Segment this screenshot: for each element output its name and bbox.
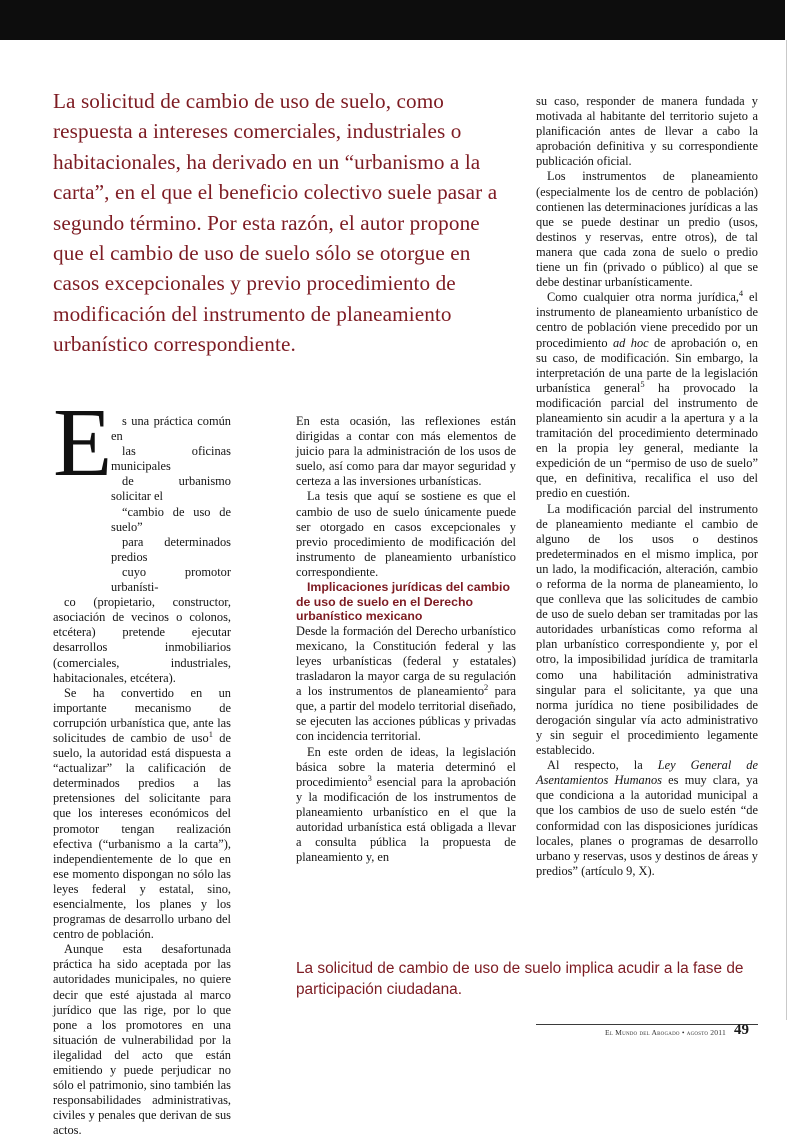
paragraph: Se ha convertido en un importante mecanismo de corrupción urbanística que, ante las solicitudes de cambio de uso$^1$ de suelo, la autoridad está dispuesta a “actualizar” la calificación de determinados predios a las pretensiones del solicitante para que los intereses económicos del promotor tengan realización efectiva (“urbanismo a la carta”), independientemente de lo que en ese momento dispongan no sólo las leyes federal y estatal, sino, esencialmente, los planes y los programas de desarrollo urbano del centro de población.: [53, 685, 232, 942]
article-deck: La solicitud de cambio de uso de suelo, como respuesta a intereses comerciales, industriales o habitacionales, ha derivado en un “urbanismo a la carta”, en el que el beneficio colectivo suele pasar a segundo término. Por esta razón, el autor propone que el cambio de uso de suelo sólo se otorgue en casos excepcionales y previo procedimiento de modificación del instrumento de planeamiento urbanístico correspondiente.: [53, 89, 498, 357]
paragraph: En esta ocasión, las reflexiones están dirigidas a contar con más elementos de juicio para la administración de los usos de suelo, así como para dar mayor seguridad y certeza a las inversiones urbanísticas.: [296, 414, 516, 489]
opening-line: “cambio de uso de suelo”: [111, 504, 231, 534]
opening-tail: co (propietario, constructor, asociación de vecinos o colonos, etcétera) pretende ejecutar desarrollos inmobiliarios (comerciales, industriales, habitacionales, etcétera).: [53, 595, 231, 685]
opening-line: para determinados predios: [111, 534, 231, 564]
paragraph: Aunque esta desafortunada práctica ha sido aceptada por las autoridades municipales, no quiere decir que esté ajustada al marco jurídico que las rige, por lo que pone a los promotores en una situación de vulnerabilidad por la ilegalidad del acto que están emitiendo y puede perjudicar no sólo el patrimonio, sino también las responsabilidades administrativas, civiles y penales que derivan de sus actos.: [53, 942, 231, 1138]
dropcap-block: [53, 389, 231, 686]
drop-cap-letter: E: [53, 389, 113, 496]
footer-publication-line: El Mundo del Abogado • agosto 2011: [604, 1028, 726, 1037]
section-subheading: Implicaciones jurídicas del cambio de uso de suelo en el Derecho urbanístico mexicano: [296, 580, 510, 624]
paragraph: En este orden de ideas, la legislación básica sobre la materia determinó el procedimiento$^3$ esencial para la aprobación y la modificación de los instrumentos de planeamiento urbanístico en el que la autoridad urbanística está obligada a llevar a consulta pública la propuesta de planeamiento y, en: [296, 744, 516, 865]
paragraph: su caso, responder de manera fundada y motivada al habitante del territorio sujeto a planificación antes de llevar a cabo la aprobación definitiva y su correspondiente publicación oficial.: [536, 94, 758, 169]
body-column-2: [296, 414, 516, 865]
paragraph: Desde la formación del Derecho urbanístico mexicano, la Constitución federal y las leyes urbanísticas (federal y estatales) trasladaron la mayor carga de su regulación a los instrumentos de planeamiento$^2$ para que, a partir del modelo territorial diseñado, se ejecuten las acciones públicas y privadas con incidencia territorial.: [296, 623, 516, 744]
top-black-bar: [0, 0, 785, 40]
page-number: 49: [734, 1022, 749, 1038]
pull-quote: La solicitud de cambio de uso de suelo implica acudir a la fase de participación ciudadana.: [296, 960, 744, 998]
opening-line: s una práctica común en: [111, 414, 231, 444]
paragraph: Como cualquier otra norma jurídica,$^4$ el instrumento de planeamiento urbanístico de centro de población viene precedido por un procedimiento ad hoc de aprobación o, en su caso, de modificación. Sin embargo, la interpretación de una parte de la legislación urbanística general$^5$ ha provocado la modificación parcial del instrumento de planeamiento sin acudir a la apertura y a la tramitación del procedimiento determinado en la propia ley general, mediante la expedición de un “permiso de uso de suelo” que, en definitiva, recalifica el uso del predio en cuestión.: [536, 288, 758, 501]
body-column-3: [536, 94, 758, 879]
paragraph: La tesis que aquí se sostiene es que el cambio de uso de suelo únicamente puede ser otorgado en casos excepcionales y previo procedimiento de modificación del instrumento de planeamiento urbanístico correspondiente.: [296, 489, 516, 579]
opening-line: las oficinas municipales: [111, 444, 231, 474]
body-column-1: [53, 389, 232, 1139]
opening-line: cuyo promotor urbanísti-: [111, 564, 231, 595]
paragraph: La modificación parcial del instrumento de planeamiento mediante el cambio de alguno de los usos o destinos predeterminados en el mismo implica, por un lado, la modificación, alteración, cambio o reforma de la norma de planeamiento, lo que conlleva que las solicitudes de cambio de uso de suelo deban ser tramitadas por las autoridades urbanísticas como reforma al plan urbanístico correspondiente y, por el otro, la imposibilidad jurídica de tramitarla como una habilitación administrativa singular para el solicitante, ya que una norma jurídica no tiene posibilidades de derogación singular vía acto administrativo y sin seguir el procedimiento legamente establecido.: [536, 501, 758, 758]
opening-line: de urbanismo solicitar el: [111, 474, 231, 504]
paragraph: Los instrumentos de planeamiento (especialmente los de centro de población) contienen las determinaciones jurídicas a las que se puede destinar un predio (usos, destinos y reservas, entre otros), de tal manera que cada zona de suelo o predio tiene un fin (privado o público) al que se debe destinar urbanísticamente.: [536, 169, 758, 290]
footer-divider: [536, 1024, 758, 1025]
right-margin-rule: [786, 40, 787, 1020]
paragraph: Al respecto, la Ley General de Asentamientos Humanos es muy clara, ya que condiciona a la autoridad municipal a que los cambios de uso de suelo estén “de conformidad con las disposiciones jurídicas locales, planes o programas de desarrollo urbano y reservas, usos y destinos de áreas y predios” (artículo 9, X).: [536, 758, 758, 878]
